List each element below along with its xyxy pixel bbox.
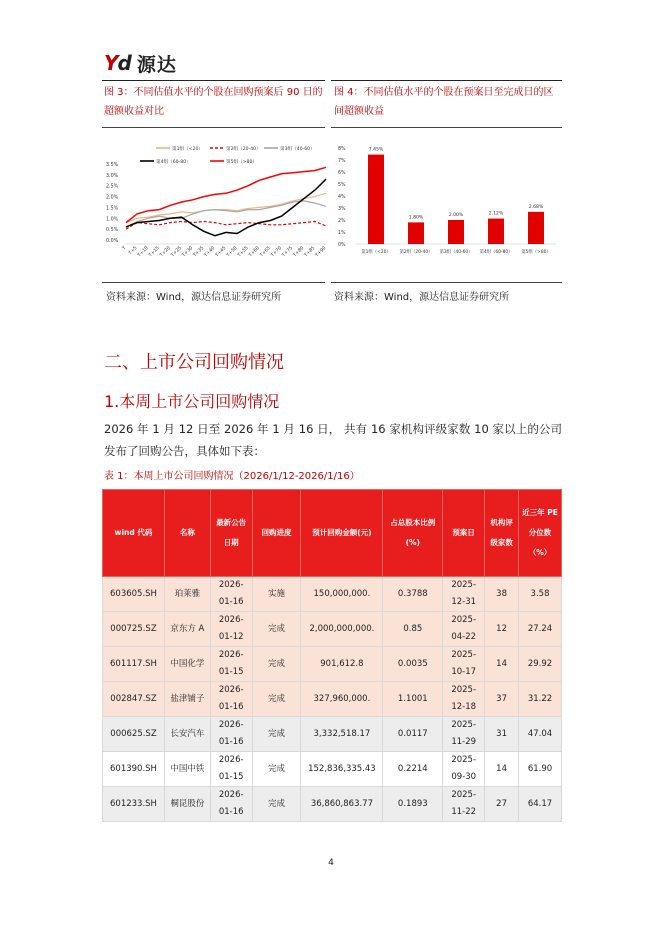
series-line — [126, 193, 326, 222]
logo-brand-text: 源达 — [136, 53, 177, 76]
table-cell: 长安汽车 — [164, 717, 210, 752]
table-cell: 603605.SH — [103, 577, 165, 612]
table-cell: 27.24 — [519, 612, 562, 647]
x-tick-label: T+50 — [226, 245, 239, 259]
fig4-caption: 图 4：不同估值水平的个股在预案日至完成日的区间超额收益 — [334, 87, 554, 117]
x-tick-label: T+60 — [248, 245, 261, 259]
y-tick-label: 8% — [338, 147, 346, 152]
table-cell: 2025-12-31 — [443, 577, 485, 612]
table-row — [103, 752, 562, 787]
table-header-cell: wind 代码 — [103, 490, 165, 577]
legend-label: 第3组（40-60） — [280, 147, 315, 152]
bar-data-label: 2.00% — [448, 213, 464, 218]
table-cell: 1.1001 — [383, 682, 443, 717]
bar-data-label: 2.12% — [488, 211, 504, 217]
table-cell: 31 — [485, 717, 519, 752]
fig4-caption-rule — [331, 127, 562, 128]
x-tick-label: T+65 — [259, 245, 272, 259]
legend-label: 第4组（60-80） — [156, 160, 191, 165]
x-tick-label: T+75 — [281, 245, 295, 259]
table-cell: 0.2214 — [383, 752, 443, 787]
table-cell: 2026-01-15 — [210, 752, 252, 787]
table-cell: 27 — [485, 787, 519, 822]
table-cell: 完成 — [252, 717, 301, 752]
table-row — [103, 577, 562, 612]
x-tick-label: T+55 — [237, 245, 250, 259]
intro-paragraph: 2026 年 1 月 12 日至 2026 年 1 月 16 日， 共有 16 家机构评级家数 10 家以上的公司发布了回购公告，具体如下表： — [104, 422, 562, 458]
table-cell: 2026-01-16 — [210, 717, 252, 752]
series-line — [126, 167, 326, 222]
y-tick-label: 5% — [338, 183, 346, 188]
table-cell: 000725.SZ — [103, 612, 165, 647]
table-cell: 完成 — [252, 752, 301, 787]
table-cell: 901,612.8 — [301, 647, 383, 682]
legend-label: 第2组（20-40） — [226, 147, 261, 152]
x-tick-label: T+45 — [215, 245, 228, 259]
table-cell: 2026-01-15 — [210, 647, 252, 682]
table-cell: 完成 — [252, 647, 301, 682]
table-cell: 中国中铁 — [164, 752, 210, 787]
table-cell: 12 — [485, 612, 519, 647]
x-tick-label: T+85 — [303, 245, 317, 259]
table-cell: 0.0117 — [383, 717, 443, 752]
page-number: 4 — [328, 858, 334, 868]
table-cell: 珀莱雅 — [164, 577, 210, 612]
fig4-bottom-rule — [331, 282, 562, 283]
bar — [408, 222, 424, 244]
table-caption: 表 1：本周上市公司回购情况（2026/1/12-2026/1/16） — [104, 471, 360, 482]
table-row — [103, 787, 562, 822]
table-cell: 2026-01-16 — [210, 682, 252, 717]
table-cell: 38 — [485, 577, 519, 612]
series-line — [126, 179, 326, 236]
table-row — [103, 717, 562, 752]
table-cell: 002847.SZ — [103, 682, 165, 717]
brand-logo — [104, 50, 177, 76]
table-header-cell: 回购进度 — [252, 490, 301, 577]
logo-mark: Yd — [104, 51, 131, 75]
x-tick-label: T+35 — [192, 245, 206, 259]
fig3-top-rule — [102, 80, 325, 81]
table-header-cell: 预计回购金额(元) — [301, 490, 383, 577]
table-cell: 京东方 A — [164, 612, 210, 647]
table-cell: 桐昆股份 — [164, 787, 210, 822]
table-cell: 000625.SZ — [103, 717, 165, 752]
fig3-caption-rule — [102, 127, 325, 128]
bar-data-label: 1.80% — [408, 215, 424, 221]
bar — [448, 220, 464, 244]
table-cell: 中国化学 — [164, 647, 210, 682]
y-tick-label: 3% — [338, 207, 346, 212]
table-cell: 29.92 — [519, 647, 562, 682]
x-tick-label: T+70 — [270, 245, 283, 259]
y-tick-label: 6% — [338, 171, 346, 176]
table-cell: 完成 — [252, 787, 301, 822]
table-header-cell: 预案日 — [443, 490, 485, 577]
y-tick-label: 1.0% — [106, 217, 119, 223]
table-header-cell: 最新公告日期 — [210, 490, 252, 577]
table-cell: 3,332,518.17 — [301, 717, 383, 752]
table-header-row — [103, 490, 562, 577]
y-tick-label: 1% — [338, 231, 346, 236]
section-heading: 二、上市公司回购情况 — [104, 352, 284, 373]
table-cell: 64.17 — [519, 787, 562, 822]
table-cell: 完成 — [252, 682, 301, 717]
table-header-cell: 占总股本比例(%) — [383, 490, 443, 577]
table-row — [103, 612, 562, 647]
table-cell: 0.3788 — [383, 577, 443, 612]
table-cell: 31.22 — [519, 682, 562, 717]
y-tick-label: 1.5% — [106, 206, 119, 212]
y-tick-label: 2.0% — [106, 195, 119, 201]
table-cell: 61.90 — [519, 752, 562, 787]
legend-label: 第1组（<20） — [172, 147, 203, 152]
table-cell: 实施 — [252, 577, 301, 612]
table-cell: 327,960,000. — [301, 682, 383, 717]
fig4-source: 资料来源：Wind，源达信息证券研究所 — [334, 292, 510, 303]
series-line — [126, 222, 326, 230]
table-header-cell: 近三年 PE 分位数（%） — [519, 490, 562, 577]
bar — [528, 212, 544, 244]
y-tick-label: 0.0% — [106, 239, 119, 244]
x-tick-label: T+25 — [170, 245, 183, 259]
fig4-bar-chart — [334, 140, 560, 262]
buyback-table — [102, 489, 562, 822]
x-tick-label: T+5 — [128, 245, 139, 257]
table-header-cell: 机构评级家数 — [485, 490, 519, 577]
table-cell: 0.85 — [383, 612, 443, 647]
table-cell: 36,860,863.77 — [301, 787, 383, 822]
table-cell: 2026-01-16 — [210, 577, 252, 612]
bar — [488, 219, 504, 244]
table-cell: 601233.SH — [103, 787, 165, 822]
table-cell: 47.04 — [519, 717, 562, 752]
table-row — [103, 647, 562, 682]
y-tick-label: 2% — [338, 219, 346, 224]
fig4-top-rule — [331, 80, 562, 81]
bar-data-label: 7.45% — [368, 147, 384, 153]
table-cell: 3.58 — [519, 577, 562, 612]
table-cell: 14 — [485, 647, 519, 682]
table-header-cell: 名称 — [164, 490, 210, 577]
x-tick-label: T+80 — [292, 245, 306, 259]
x-tick-label: T+40 — [203, 245, 217, 259]
table-cell: 601117.SH — [103, 647, 165, 682]
y-tick-label: 2.5% — [106, 184, 119, 190]
legend-label: 第5组（>80） — [226, 160, 257, 165]
fig3-source: 资料来源：Wind，源达信息证券研究所 — [106, 292, 282, 303]
x-tick-label: T — [121, 245, 128, 252]
y-tick-label: 0% — [338, 243, 346, 248]
fig4-chart-svg — [334, 140, 560, 262]
x-tick-label: T+15 — [148, 245, 161, 259]
y-tick-label: 4% — [338, 195, 346, 200]
table-cell: 0.0035 — [383, 647, 443, 682]
table-cell: 2026-01-16 — [210, 787, 252, 822]
x-tick-label: T+90 — [315, 245, 328, 259]
table-body — [103, 577, 562, 822]
fig3-line-chart — [104, 136, 329, 268]
table-cell: 2025-12-18 — [443, 682, 485, 717]
fig3-caption: 图 3：不同估值水平的个股在回购预案后 90 日的超额收益对比 — [104, 87, 323, 117]
y-tick-label: 0.5% — [106, 228, 119, 234]
table-cell: 0.1893 — [383, 787, 443, 822]
x-category-label: 第1组（<20） — [361, 250, 391, 255]
table-cell: 完成 — [252, 612, 301, 647]
subsection-heading: 1.本周上市公司回购情况 — [104, 392, 280, 411]
x-tick-label: T+30 — [181, 245, 195, 259]
fig3-bottom-rule — [102, 282, 325, 283]
table-cell: 2025-10-17 — [443, 647, 485, 682]
table-cell: 37 — [485, 682, 519, 717]
y-tick-label: 7% — [338, 159, 346, 164]
x-tick-label: T+20 — [159, 245, 172, 259]
bar — [368, 155, 384, 244]
x-category-label: 第3组（40-60） — [439, 250, 473, 255]
x-category-label: 第2组（20-40） — [399, 250, 433, 255]
table-cell: 150,000,000. — [301, 577, 383, 612]
table-cell: 2026-01-12 — [210, 612, 252, 647]
bar-data-label: 2.68% — [528, 204, 544, 210]
table-cell: 2025-11-29 — [443, 717, 485, 752]
x-category-label: 第4组（60-80） — [479, 250, 513, 255]
y-tick-label: 3.0% — [106, 173, 119, 179]
fig3-chart-svg — [104, 136, 329, 268]
table-cell: 152,836,335.43 — [301, 752, 383, 787]
y-tick-label: 3.5% — [106, 163, 119, 168]
table-cell: 2,000,000,000. — [301, 612, 383, 647]
table-row — [103, 682, 562, 717]
table-cell: 601390.SH — [103, 752, 165, 787]
table-cell: 盐津铺子 — [164, 682, 210, 717]
table-cell: 14 — [485, 752, 519, 787]
x-category-label: 第5组（>80） — [521, 250, 551, 255]
table-cell: 2025-09-30 — [443, 752, 485, 787]
x-tick-label: T+10 — [137, 245, 150, 259]
table-cell: 2025-11-22 — [443, 787, 485, 822]
table-cell: 2025-04-22 — [443, 612, 485, 647]
